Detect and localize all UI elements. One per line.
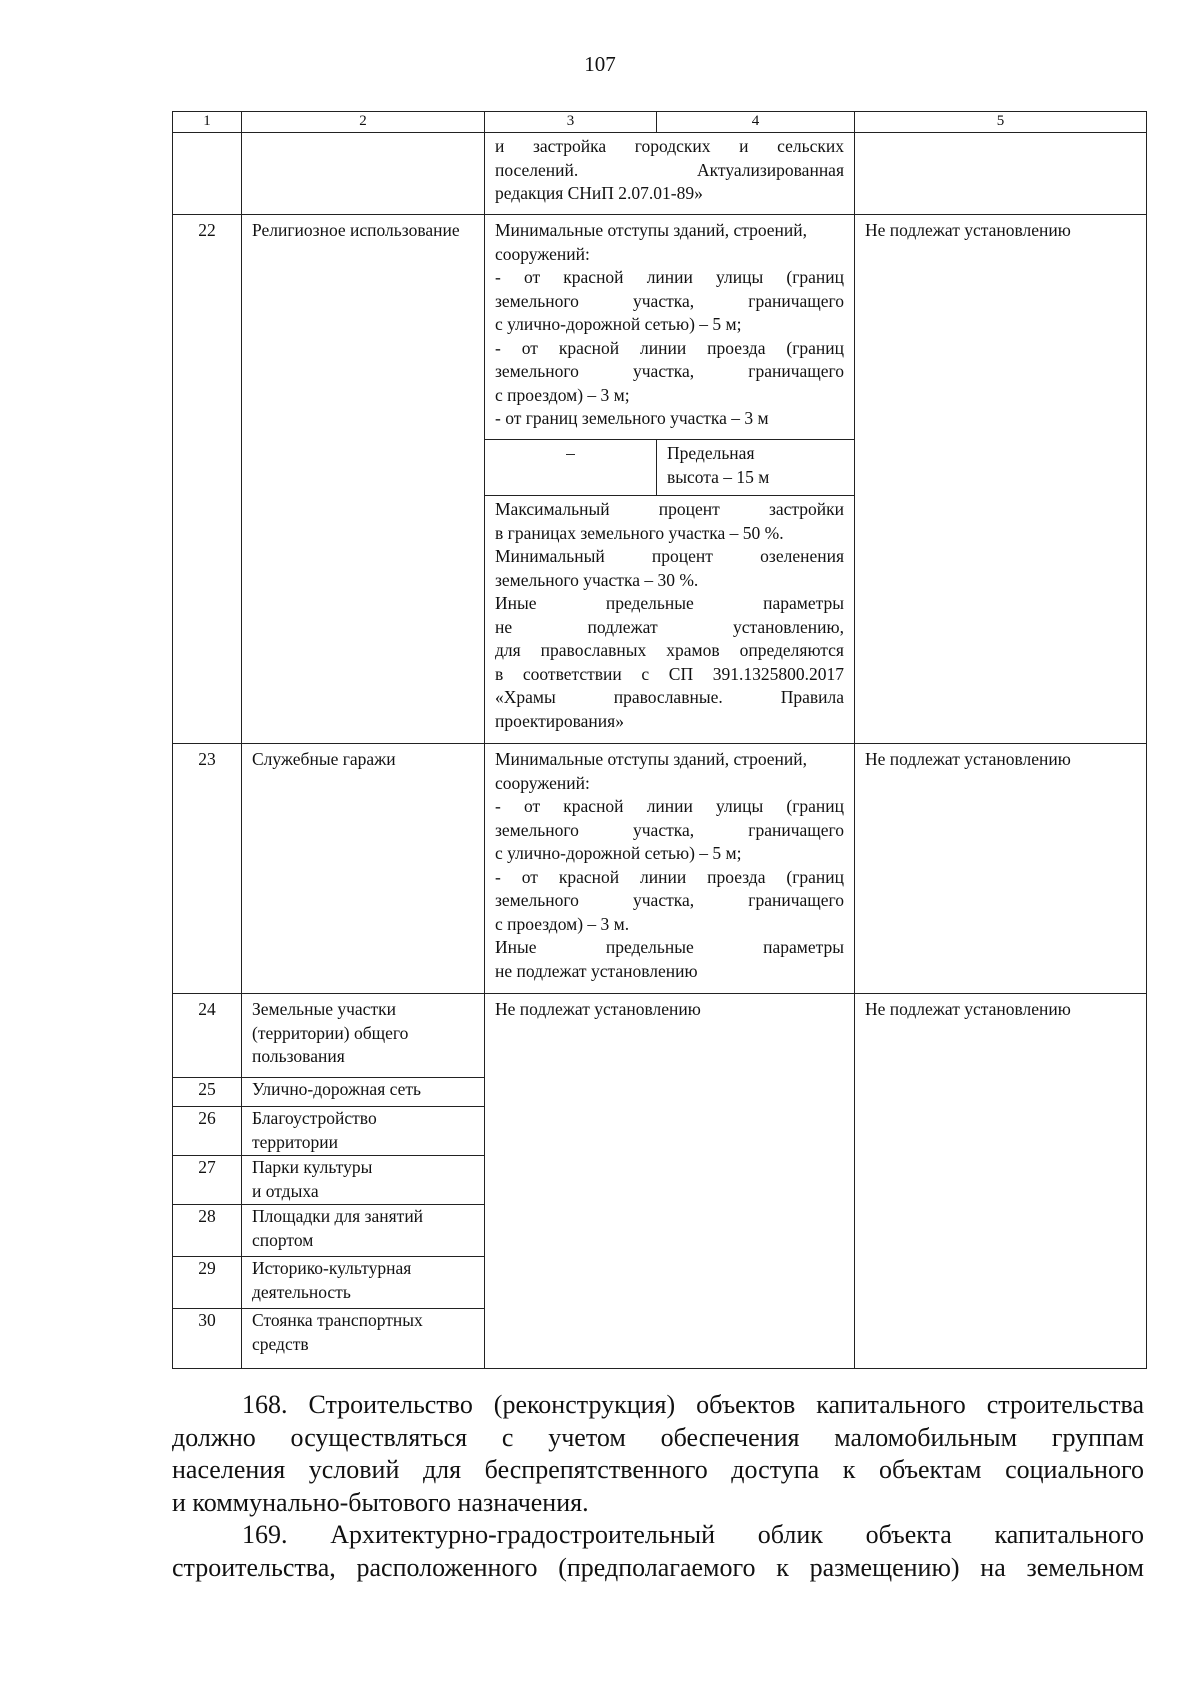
- paragraph-169: [172, 1519, 1144, 1584]
- regulation-cell: [485, 994, 855, 1369]
- text-line: поселений. Актуализированная: [495, 159, 844, 180]
- paragraph-line: населения условий для беспрепятственного доступа к объектам социального: [172, 1455, 1144, 1484]
- text-line: высота – 15 м: [667, 466, 770, 487]
- text-line: средств: [252, 1333, 309, 1354]
- continuation-text-cell: [485, 133, 855, 215]
- table-header-row: [173, 112, 1147, 133]
- text-line: Максимальный процент застройки: [495, 499, 844, 519]
- row-number-cell: 26: [173, 1107, 242, 1156]
- col5-value: Не подлежат установлению: [865, 220, 1071, 240]
- text-line: Минимальные отступы зданий, строений,: [495, 749, 808, 769]
- paragraph-line: 168. Строительство (реконструкция) объектов капитального строительства: [242, 1390, 1144, 1419]
- text-line: территории: [252, 1131, 338, 1152]
- text-line: Стоянка транспортных: [252, 1310, 423, 1330]
- table-row-23: [173, 744, 1147, 994]
- paragraph-line: 169. Архитектурно-градостроительный облик объекта капитального: [242, 1520, 1144, 1549]
- text-line: Земельные участки: [252, 999, 396, 1019]
- table-row-22: [173, 215, 1147, 440]
- paragraph-line: должно осуществляться с учетом обеспечения маломобильным группам: [172, 1422, 1144, 1452]
- row-name: Религиозное использование: [252, 220, 460, 240]
- text-line: с проездом) – 3 м.: [495, 913, 630, 934]
- setbacks-cell: [485, 215, 855, 440]
- row-name-cell: [242, 133, 485, 215]
- row-name-cell: [242, 1309, 485, 1369]
- text-line: и застройка городских и сельских: [495, 136, 844, 156]
- paragraph-line: строительства, расположенного (предполагаемого к размещению) на земельном: [172, 1552, 1144, 1582]
- text-line: редакция СНиП 2.07.01-89»: [495, 183, 703, 203]
- text-line: Площадки для занятий: [252, 1206, 424, 1226]
- text-line: Предельная: [667, 443, 755, 463]
- text-line: Историко-культурная: [252, 1258, 412, 1278]
- row-name-cell: [242, 1156, 485, 1205]
- text-line: земельного участка, граничащего: [495, 819, 844, 840]
- text-line: с улично-дорожной сетью) – 5 м;: [495, 314, 742, 334]
- text-line: - от красной линии улицы (границ: [495, 796, 844, 816]
- row-name-cell: [242, 994, 485, 1078]
- text-line: Благоустройство: [252, 1108, 377, 1128]
- row-number-cell: 24: [173, 994, 242, 1078]
- col5-value: Не подлежат установлению: [865, 749, 1071, 769]
- text-line: земельного участка, граничащего: [495, 890, 844, 910]
- row-name-cell: [242, 1078, 485, 1107]
- paragraph-line: и коммунально-бытового назначения.: [172, 1487, 589, 1517]
- row-number-cell: 25: [173, 1078, 242, 1107]
- text-line: в границах земельного участка – 50 %.: [495, 522, 784, 543]
- row-name-cell: [242, 744, 485, 994]
- text-line: с проездом) – 3 м;: [495, 384, 630, 405]
- text-line: (территории) общего: [252, 1022, 409, 1043]
- paragraph-168: [172, 1389, 1144, 1519]
- regulations-table: [172, 111, 1147, 1369]
- text-line: земельного участка, граничащего: [495, 290, 844, 311]
- text-line: Парки культуры: [252, 1157, 373, 1177]
- text-line: спортом: [252, 1229, 314, 1250]
- text-line: Улично-дорожная сеть: [252, 1079, 422, 1099]
- text-line: Иные предельные параметры: [495, 937, 844, 957]
- column-header-3: 3: [485, 112, 657, 133]
- row-name: Служебные гаражи: [252, 749, 396, 769]
- text-line: проектирования»: [495, 710, 624, 731]
- column-header-4: 4: [657, 112, 855, 133]
- row-name-cell: [242, 1107, 485, 1156]
- row-number-cell: [173, 133, 242, 215]
- row-col5-cell: [855, 133, 1147, 215]
- column-header-1: 1: [173, 112, 242, 133]
- text-line: не подлежат установлению: [495, 960, 698, 981]
- text-line: - от красной линии проезда (границ: [495, 337, 844, 358]
- row-name-cell: [242, 1205, 485, 1257]
- percent-cell: [485, 496, 855, 744]
- text-line: не подлежат установлению,: [495, 616, 844, 637]
- column-header-2: 2: [242, 112, 485, 133]
- text-line: - от границ земельного участка – 3 м: [495, 408, 769, 428]
- text-line: земельного участка – 30 %.: [495, 569, 699, 590]
- table-row-continuation: [173, 133, 1147, 215]
- height-cell: [657, 440, 855, 496]
- row-number-cell: 29: [173, 1257, 242, 1309]
- dash-value: –: [566, 443, 575, 463]
- col5-value: Не подлежат установлению: [865, 999, 1071, 1019]
- row-number-cell: 30: [173, 1309, 242, 1369]
- table-row-24: [173, 994, 1147, 1078]
- text-line: для православных храмов определяются: [495, 640, 844, 660]
- row-number-cell: 28: [173, 1205, 242, 1257]
- text-line: «Храмы православные. Правила: [495, 687, 844, 707]
- row-number-cell: 27: [173, 1156, 242, 1205]
- text-line: в соответствии с СП 391.1325800.2017: [495, 663, 844, 684]
- text-line: - от красной линии проезда (границ: [495, 866, 844, 887]
- text-line: сооружений:: [495, 243, 590, 264]
- text-line: - от красной линии улицы (границ: [495, 267, 844, 287]
- row-number-cell: 22: [173, 215, 242, 744]
- text-line: Минимальные отступы зданий, строений,: [495, 220, 808, 240]
- row-col5-cell: [855, 744, 1147, 994]
- row-col5-cell: [855, 215, 1147, 744]
- row-name-cell: [242, 215, 485, 744]
- regulation-value: Не подлежат установлению: [495, 999, 701, 1019]
- column-header-5: 5: [855, 112, 1147, 133]
- row-number-cell: 23: [173, 744, 242, 994]
- text-line: Минимальный процент озеленения: [495, 546, 844, 566]
- text-line: деятельность: [252, 1281, 351, 1302]
- text-line: сооружений:: [495, 772, 590, 793]
- row-name-cell: [242, 1257, 485, 1309]
- text-line: Иные предельные параметры: [495, 593, 844, 613]
- dash-cell: [485, 440, 657, 496]
- page-number: 107: [584, 52, 616, 76]
- text-line: пользования: [252, 1046, 345, 1066]
- text-line: земельного участка, граничащего: [495, 361, 844, 381]
- text-line: с улично-дорожной сетью) – 5 м;: [495, 843, 742, 863]
- text-line: и отдыха: [252, 1180, 319, 1201]
- row-col5-cell: [855, 994, 1147, 1369]
- setbacks-cell: [485, 744, 855, 994]
